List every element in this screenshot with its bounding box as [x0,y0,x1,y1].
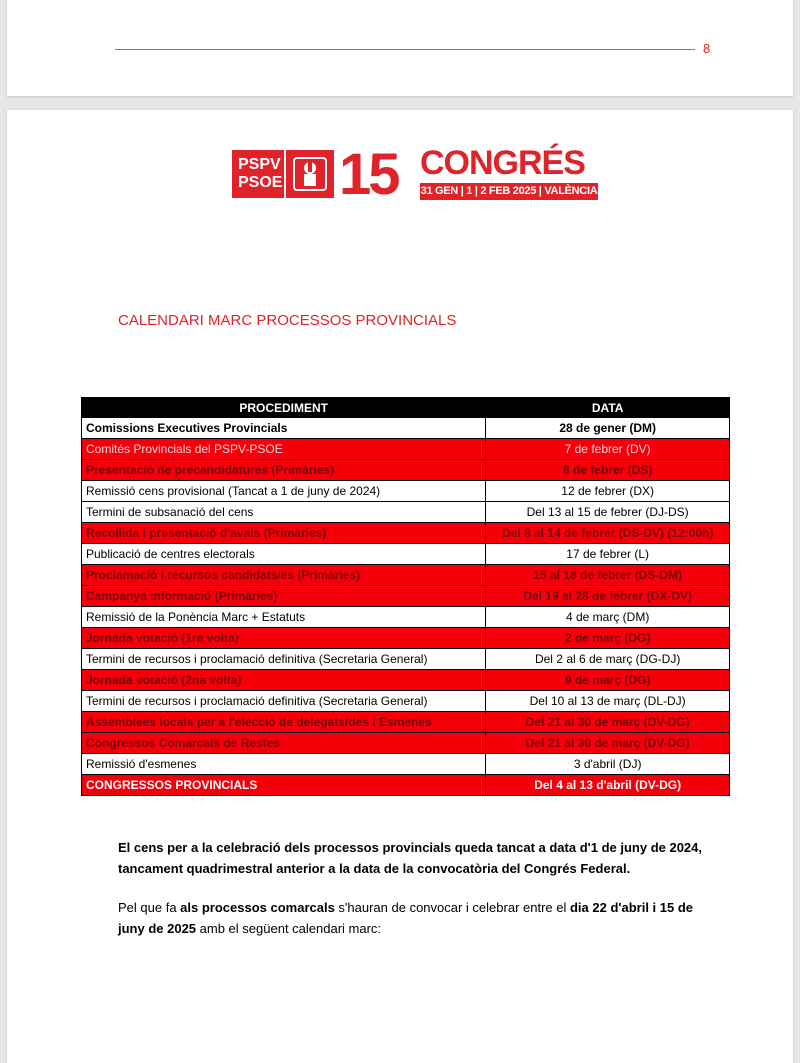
table-row [82,670,730,691]
table-row [82,565,730,586]
column-header-data: DATA [486,398,730,418]
procedure-cell: Remissió d'esmenes [82,754,486,775]
procedure-cell: Jornada votació (2na volta) [82,670,486,691]
paragraph-text: s'hauran de convocar i celebrar entre el [334,900,570,915]
table-row [82,544,730,565]
document-page [7,110,793,1063]
procedure-cell: CONGRESSOS PROVINCIALS [82,775,486,796]
table-row [82,502,730,523]
table-row [82,712,730,733]
date-cell: Del 10 al 13 de març (DL-DJ) [486,691,730,712]
table-row [82,481,730,502]
table-row [82,628,730,649]
date-cell: 7 de febrer (DV) [486,439,730,460]
date-cell: 8 de febrer (DS) [486,460,730,481]
procedure-cell: Presentació de precandidatures (Primàries) [82,460,486,481]
date-cell: 15 al 18 de febrer (DS-DM) [486,565,730,586]
date-cell: 12 de febrer (DX) [486,481,730,502]
table-row [82,754,730,775]
procedure-cell: Termini de recursos i proclamació definitiva (Secretaria General) [82,691,486,712]
table-header-row [82,398,730,418]
date-cell: 4 de març (DM) [486,607,730,628]
procedure-cell: Assemblees locals per a l'elecció de delegats/des i Esmenes [82,712,486,733]
paragraph-emphasis: als processos comarcals [180,900,335,915]
table-row [82,649,730,670]
logo-brand-line2: PSOE [238,174,283,191]
procedure-cell: Termini de recursos i proclamació definitiva (Secretaria General) [82,649,486,670]
table-row [82,586,730,607]
paragraph-text: amb el següent calendari marc: [196,921,382,936]
date-cell: Del 8 al 14 de febrer (DS-DV) (12:00h) [486,523,730,544]
logo-dates: 31 GEN | 1 | 2 FEB 2025 | VALÈNCIA [420,183,598,200]
logo-title: CONGRÉS [420,144,585,182]
table-row [82,691,730,712]
header-rule [115,49,695,50]
procedure-cell: Termini de subsanació del cens [82,502,486,523]
date-cell: 17 de febrer (L) [486,544,730,565]
calendar-table [81,397,730,796]
procedure-cell: Publicació de centres electorals [82,544,486,565]
date-cell: 9 de març (DG) [486,670,730,691]
date-cell: Del 2 al 6 de març (DG-DJ) [486,649,730,670]
paragraph-text: Pel que fa [118,900,181,915]
comarcal-paragraph [118,897,718,939]
date-cell: Del 19 al 28 de febrer (DX-DV) [486,586,730,607]
procedure-cell: Jornada votació (1ra volta) [82,628,486,649]
column-header-procediment: PROCEDIMENT [82,398,486,418]
table-row [82,733,730,754]
table-row [82,439,730,460]
procedure-cell: Comissions Executives Provincials [82,418,486,439]
date-cell: Del 21 al 30 de març (DV-DG) [486,712,730,733]
congress-logo [232,142,612,207]
table-row [82,523,730,544]
procedure-cell: Congressos Comarcals de Restes [82,733,486,754]
date-cell: 28 de gener (DM) [486,418,730,439]
date-cell: Del 13 al 15 de febrer (DJ-DS) [486,502,730,523]
paragraph-emphasis: dia 22 d'abril i 15 de juny de 2025 [118,900,694,936]
pspv-psoe-logo [232,150,284,198]
census-paragraph: El cens per a la celebració dels processos provincials queda tancat a data d'1 de juny de 2024, tancament quadrimestral anterior a la data de la convocatòria del Congrés Federal. [118,840,703,876]
procedure-cell: Comités Provincials del PSPV-PSOE [82,439,486,460]
procedure-cell: Campanya informació (Primàries) [82,586,486,607]
procedure-cell: Remissió cens provisional (Tancat a 1 de juny de 2024) [82,481,486,502]
logo-brand-line1: PSPV [238,156,281,173]
page-number: 8 [703,41,711,56]
previous-page [7,0,793,96]
date-cell: Del 4 al 13 d'abril (DV-DG) [486,775,730,796]
table-row [82,418,730,439]
fist-rose-icon [286,150,334,198]
procedure-cell: Recollida i presentació d'avals (Primàries) [82,523,486,544]
section-title: CALENDARI MARC PROCESSOS PROVINCIALS [118,312,457,329]
date-cell: 3 d'abril (DJ) [486,754,730,775]
table-row [82,607,730,628]
date-cell: 2 de març (DG) [486,628,730,649]
table-row [82,775,730,796]
table-row [82,460,730,481]
procedure-cell: Proclamació i recursos candidats/es (Primàries) [82,565,486,586]
logo-number: 15 [339,142,398,207]
date-cell: Del 21 al 30 de març (DV-DG) [486,733,730,754]
procedure-cell: Remissió de la Ponència Marc + Estatuts [82,607,486,628]
